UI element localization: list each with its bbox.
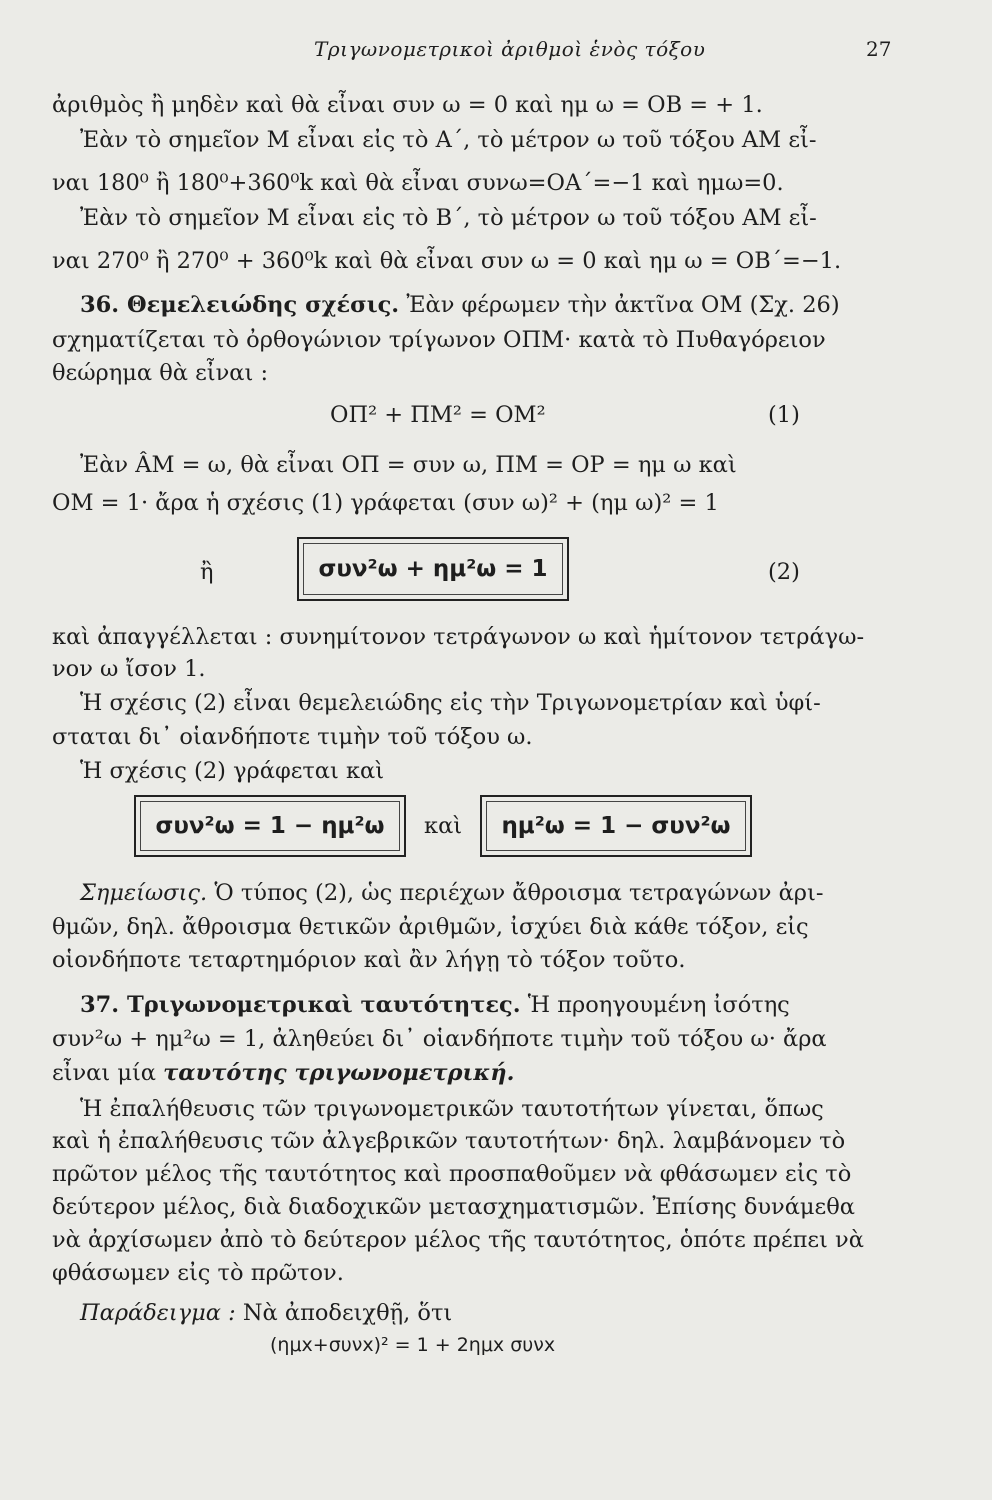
text-line: Ἡ ἐπαλήθευσις τῶν τριγωνομετρικῶν ταυτοτήτων γίνεται, ὅπως <box>80 1096 824 1122</box>
text-span: καὶ <box>424 813 463 839</box>
example-line <box>80 1298 842 1328</box>
text-line: Ἐὰν ÂM = ω, θὰ εἶναι ΟΠ = συν ω, ΠΜ = ΟΡ = ημ ω καὶ <box>80 452 737 478</box>
text-line: καὶ ἡ ἐπαλήθευσις τῶν ἀλγεβρικῶν ταυτοτήτων· δηλ. λαμβάνομεν τὸ <box>52 1128 846 1154</box>
section-37-first-line <box>80 990 842 1020</box>
text-span: Ἡ προηγουμένη ἰσότης <box>527 992 790 1018</box>
text-line: δεύτερον μέλος, διὰ διαδοχικῶν μετασχηματισμῶν. Ἐπίσης δυνάμεθα <box>52 1194 855 1220</box>
section-heading: 36. Θεμελειώδης σχέσις. <box>80 292 400 318</box>
equation-3-box <box>134 795 406 857</box>
equation-3: συν²ω = 1 − ημ²ω <box>155 813 385 839</box>
text-line: συν²ω + ημ²ω = 1, ἀληθεύει δι᾽ οἱανδήποτε τιμὴν τοῦ τόξου ω· ἄρα <box>52 1026 827 1052</box>
equation-4-box <box>480 795 752 857</box>
text-span: Νὰ ἀποδειχθῇ, ὅτι <box>242 1300 453 1326</box>
equation-number: (1) <box>768 402 800 428</box>
equation-2-box <box>297 537 569 601</box>
text-span: Ἐὰν φέρωμεν τὴν ἀκτῖνα OM (Σχ. 26) <box>406 292 840 318</box>
equation-1: ΟΠ² + ΠΜ² = ΟΜ² <box>330 402 546 428</box>
text-line: Ἐὰν τὸ σημεῖον M εἶναι εἰς τὸ A΄, τὸ μέτρον ω τοῦ τόξου AM εἶ- <box>80 127 817 153</box>
text-span: ἢ <box>200 559 214 585</box>
text-line: πρῶτον μέλος τῆς ταυτότητος καὶ προσπαθοῦμεν νὰ φθάσωμεν εἰς τὸ <box>52 1161 852 1187</box>
text-line: ναι 180⁰ ἢ 180⁰+360⁰k καὶ θὰ εἶναι συνω=OA΄=−1 καὶ ημω=0. <box>52 170 784 196</box>
text-line: σχηματίζεται τὸ ὀρθογώνιον τρίγωνον ΟΠΜ· κατὰ τὸ Πυθαγόρειον <box>52 327 826 353</box>
text-line: ἀριθμὸς ἢ μηδὲν καὶ θὰ εἶναι συν ω = 0 καὶ ημ ω = OB = + 1. <box>52 92 763 118</box>
text-line: Ἡ σχέσις (2) εἶναι θεμελειώδης εἰς τὴν Τριγωνομετρίαν καὶ ὑφί- <box>80 690 821 716</box>
text-line: νὰ ἀρχίσωμεν ἀπὸ τὸ δεύτερον μέλος τῆς ταυτότητος, ὁπότε πρέπει νὰ <box>52 1227 864 1253</box>
text-line: θμῶν, δηλ. ἄθροισμα θετικῶν ἀριθμῶν, ἰσχύει διὰ κάθε τόξον, εἰς <box>52 914 809 940</box>
text-line: νον ω ἴσον 1. <box>52 656 206 682</box>
text-line: Ἡ σχέσις (2) γράφεται καὶ <box>80 758 385 784</box>
example-label: Παράδειγμα : <box>80 1300 236 1326</box>
note-label: Σημείωσις. <box>80 880 208 906</box>
text-span: καὶ ἀπαγγέλλεται : συνημίτονον τετράγωνον ω καὶ ἡμίτονον τετράγω- <box>52 624 865 650</box>
section-36-first-line <box>80 290 842 320</box>
example-formula: (ημx+συνx)² = 1 + 2ημx συνx <box>270 1334 556 1356</box>
text-line <box>52 1058 842 1088</box>
running-title: Τριγωνομετρικοὶ ἀριθμοὶ ἑνὸς τόξου <box>314 37 706 61</box>
text-span: Ὁ τύπος (2), ὡς περιέχων ἄθροισμα τετραγώνων ἀρι- <box>214 880 824 906</box>
equation-4: ημ²ω = 1 − συν²ω <box>501 813 731 839</box>
page-number: 27 <box>866 37 892 61</box>
emphasis: ταυτότης τριγωνομετρική. <box>163 1060 515 1086</box>
text-line: θεώρημα θὰ εἶναι : <box>52 360 269 386</box>
text-line: φθάσωμεν εἰς τὸ πρῶτον. <box>52 1260 344 1286</box>
text-line: ΟΜ = 1· ἄρα ἡ σχέσις (1) γράφεται (συν ω)² + (ημ ω)² = 1 <box>52 490 719 516</box>
equation-2: συν²ω + ημ²ω = 1 <box>318 556 548 582</box>
text-line <box>52 622 865 652</box>
equation-number: (2) <box>768 559 800 585</box>
text-line: ναι 270⁰ ἢ 270⁰ + 360⁰k καὶ θὰ εἶναι συν ω = 0 καὶ ημ ω = OB΄=−1. <box>52 248 842 274</box>
text-line: οἱονδήποτε τεταρτημόριον καὶ ἂν λήγῃ τὸ τόξον τοῦτο. <box>52 947 686 973</box>
section-heading: 37. Τριγωνομετρικαὶ ταυτότητες. <box>80 992 521 1018</box>
text-span: εἶναι μία <box>52 1060 156 1086</box>
text-line: σταται δι᾽ οἱανδήποτε τιμὴν τοῦ τόξου ω. <box>52 724 533 750</box>
note-first-line <box>80 878 842 908</box>
text-line: Ἐὰν τὸ σημεῖον M εἶναι εἰς τὸ B΄, τὸ μέτρον ω τοῦ τόξου AM εἶ- <box>80 205 817 231</box>
